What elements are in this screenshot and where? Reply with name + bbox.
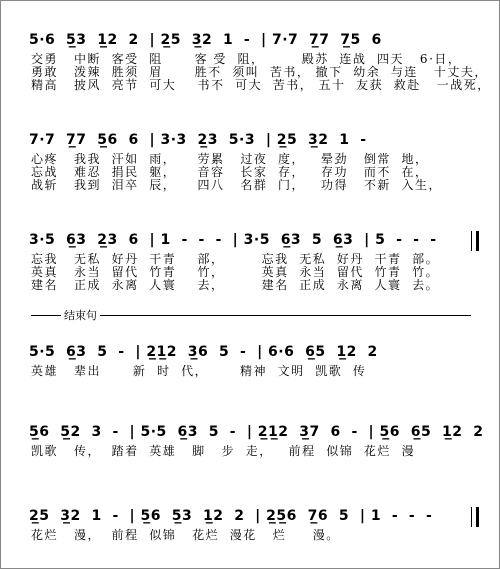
system-3-lyric-3: 建名 正成 永离 人寰 去， 建名 正成 永离 人寰 去。 — [31, 278, 440, 292]
system-5-lyric-1: 凯歌 传， 踏着 英雄 脚 步 走， 前程 似锦 花烂 漫 — [31, 444, 416, 458]
system-4-notes: 5·5 6̲3 5 - | 2̲1̲2 3̲6 5 - | 6·6 6̲5 1̲2 2 — [29, 344, 378, 360]
section-marker-label: 结束句 — [61, 307, 100, 323]
system-2-lyric-1: 心疼 我我 汗如 雨， 劳累 过夜 度， 晕劲 倒常 地， — [31, 152, 429, 166]
system-3-notes: 3·5 6̲3 2̲3 6 | 1 - - - | 3·5 6̲3 5 6̲3 | 5 - - - — [29, 232, 437, 248]
system-6-notes: 2̲5 3̲2 1 - | 5̲6 5̲3 1̲2 2 | 2̲5̲6 7̲6 5 | 1 - - - — [29, 508, 433, 524]
system-1-lyric-2: 勇敢 泼辣 胜须 眉 胜不 须叫 苦书， 撤下 幼余 与连 十丈夫， — [31, 65, 488, 79]
system-4-lyric-1: 英雄 辈出 新 时 代， 精神 文明 凯歌 传 — [31, 364, 367, 378]
system-1-lyric-1: 交勇 中断 客受 阻 客 受 阻， 殿苏 连战 四天 6·日， — [31, 52, 462, 66]
system-3-lyric-2: 英真 永当 留代 竹青 竹， 英真 永当 留代 竹青 竹。 — [31, 265, 440, 279]
system-5-notes: 5̲6 5̲2 3 - | 5·5 6̲3 5 - | 2̲1̲2 3̲7 6 - | 5̲6 6̲5 1̲2 2 — [29, 424, 484, 440]
repeat-end-barline — [471, 231, 479, 251]
system-1-lyric-3: 精高 披风 亮节 可大 书不 可大 苦书， 五十 友获 救赴 一战死， — [31, 78, 491, 92]
system-2-lyric-2: 忘战 难忍 捐民 躯， 音容 长家 存， 存功 而不 在， — [31, 165, 429, 179]
system-3-lyric-1: 忘我 无私 好丹 干青 部， 忘我 无私 好丹 干青 部。 — [31, 252, 440, 266]
system-1-notes: 5·6 5̲3 1̲2 2 | 2̲5 3̲2 1 - | 7·7 7̲7 7̲5 6 — [29, 32, 382, 48]
system-2-notes: 7·7 7̲7 5̲6 6 | 3·3 2̲3 5·3 | 2̲5 3̲2 1 - — [29, 132, 367, 148]
system-2-lyric-3: 战斩 我到 泪卒 辰， 四八 名群 门， 功得 不新 入生， — [31, 178, 443, 192]
final-barline — [471, 507, 479, 527]
system-6-lyric-1: 花烂 漫， 前程 似锦 花烂 漫花 烂 漫。 — [31, 528, 340, 542]
